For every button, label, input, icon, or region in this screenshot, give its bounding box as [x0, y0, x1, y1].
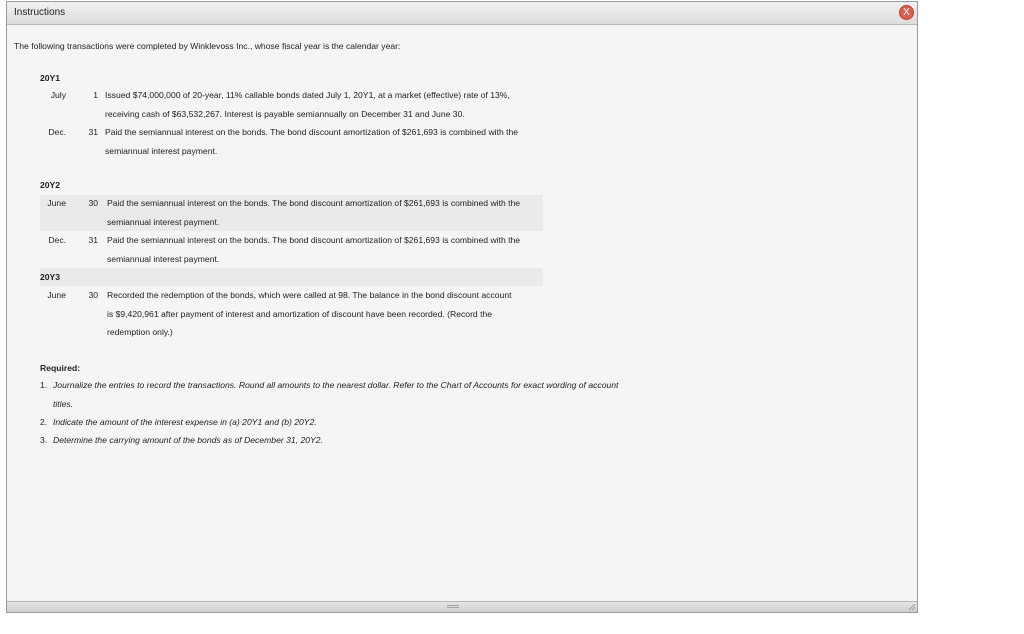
- drag-grip-icon[interactable]: [447, 605, 459, 608]
- window-titlebar[interactable]: [7, 2, 917, 25]
- row-highlight: [40, 268, 543, 286]
- resize-handle-icon[interactable]: [908, 603, 916, 611]
- required-item: [40, 376, 640, 413]
- required-heading: Required:: [40, 363, 81, 373]
- transaction-text: Recorded the redemption of the bonds, which were called at 98. The balance in the bond discount account is $9,420,961 after payment of interest and amortization of discount have been recorded. (Record the redemption only.): [107, 290, 512, 337]
- transaction-month: June: [47, 198, 66, 208]
- transaction-day: 30: [88, 290, 98, 300]
- transaction-month: July: [50, 90, 66, 100]
- close-icon[interactable]: X: [899, 5, 914, 20]
- required-item-text: Determine the carrying amount of the bonds as of December 31, 20Y2.: [53, 435, 323, 445]
- required-item-text: Journalize the entries to record the transactions. Round all amounts to the nearest dollar. Refer to the Chart of Accounts for exact wording of account titles.: [53, 380, 619, 409]
- required-item-number: 3.: [40, 435, 48, 445]
- transaction-month: Dec.: [48, 235, 66, 245]
- transaction-day: 31: [88, 127, 98, 137]
- required-item-number: 1.: [40, 380, 48, 390]
- transaction-day: 1: [93, 90, 98, 100]
- year-heading-20y2: 20Y2: [40, 180, 61, 190]
- transaction-month: Dec.: [48, 127, 66, 137]
- transaction-month: June: [47, 290, 66, 300]
- required-item: [40, 431, 640, 450]
- required-item: [40, 413, 640, 432]
- instructions-window: [6, 1, 918, 613]
- transaction-text: Paid the semiannual interest on the bonds. The bond discount amortization of $261,693 is combined with the semiannual interest payment.: [107, 198, 521, 227]
- transaction-text: Issued $74,000,000 of 20-year, 11% callable bonds dated July 1, 20Y1, at a market (effective) rate of 13%, receiving cash of $63,532,267. Interest is payable semiannually on December 31 and June 30.: [105, 90, 510, 119]
- year-heading-20y1: 20Y1: [40, 73, 61, 83]
- transaction-day: 31: [88, 235, 98, 245]
- window-title: Instructions: [14, 7, 66, 18]
- transaction-text: Paid the semiannual interest on the bonds. The bond discount amortization of $261,693 is combined with the semiannual interest payment.: [107, 235, 521, 264]
- required-item-number: 2.: [40, 417, 48, 427]
- window-bottom-bar: [7, 601, 917, 612]
- required-item-text: Indicate the amount of the interest expense in (a) 20Y1 and (b) 20Y2.: [53, 417, 317, 427]
- transaction-text: Paid the semiannual interest on the bonds. The bond discount amortization of $261,693 is combined with the semiannual interest payment.: [105, 127, 519, 156]
- transaction-day: 30: [88, 198, 98, 208]
- year-heading-20y3: 20Y3: [40, 272, 61, 282]
- intro-text: The following transactions were completed by Winklevoss Inc., whose fiscal year is the calendar year:: [14, 41, 401, 51]
